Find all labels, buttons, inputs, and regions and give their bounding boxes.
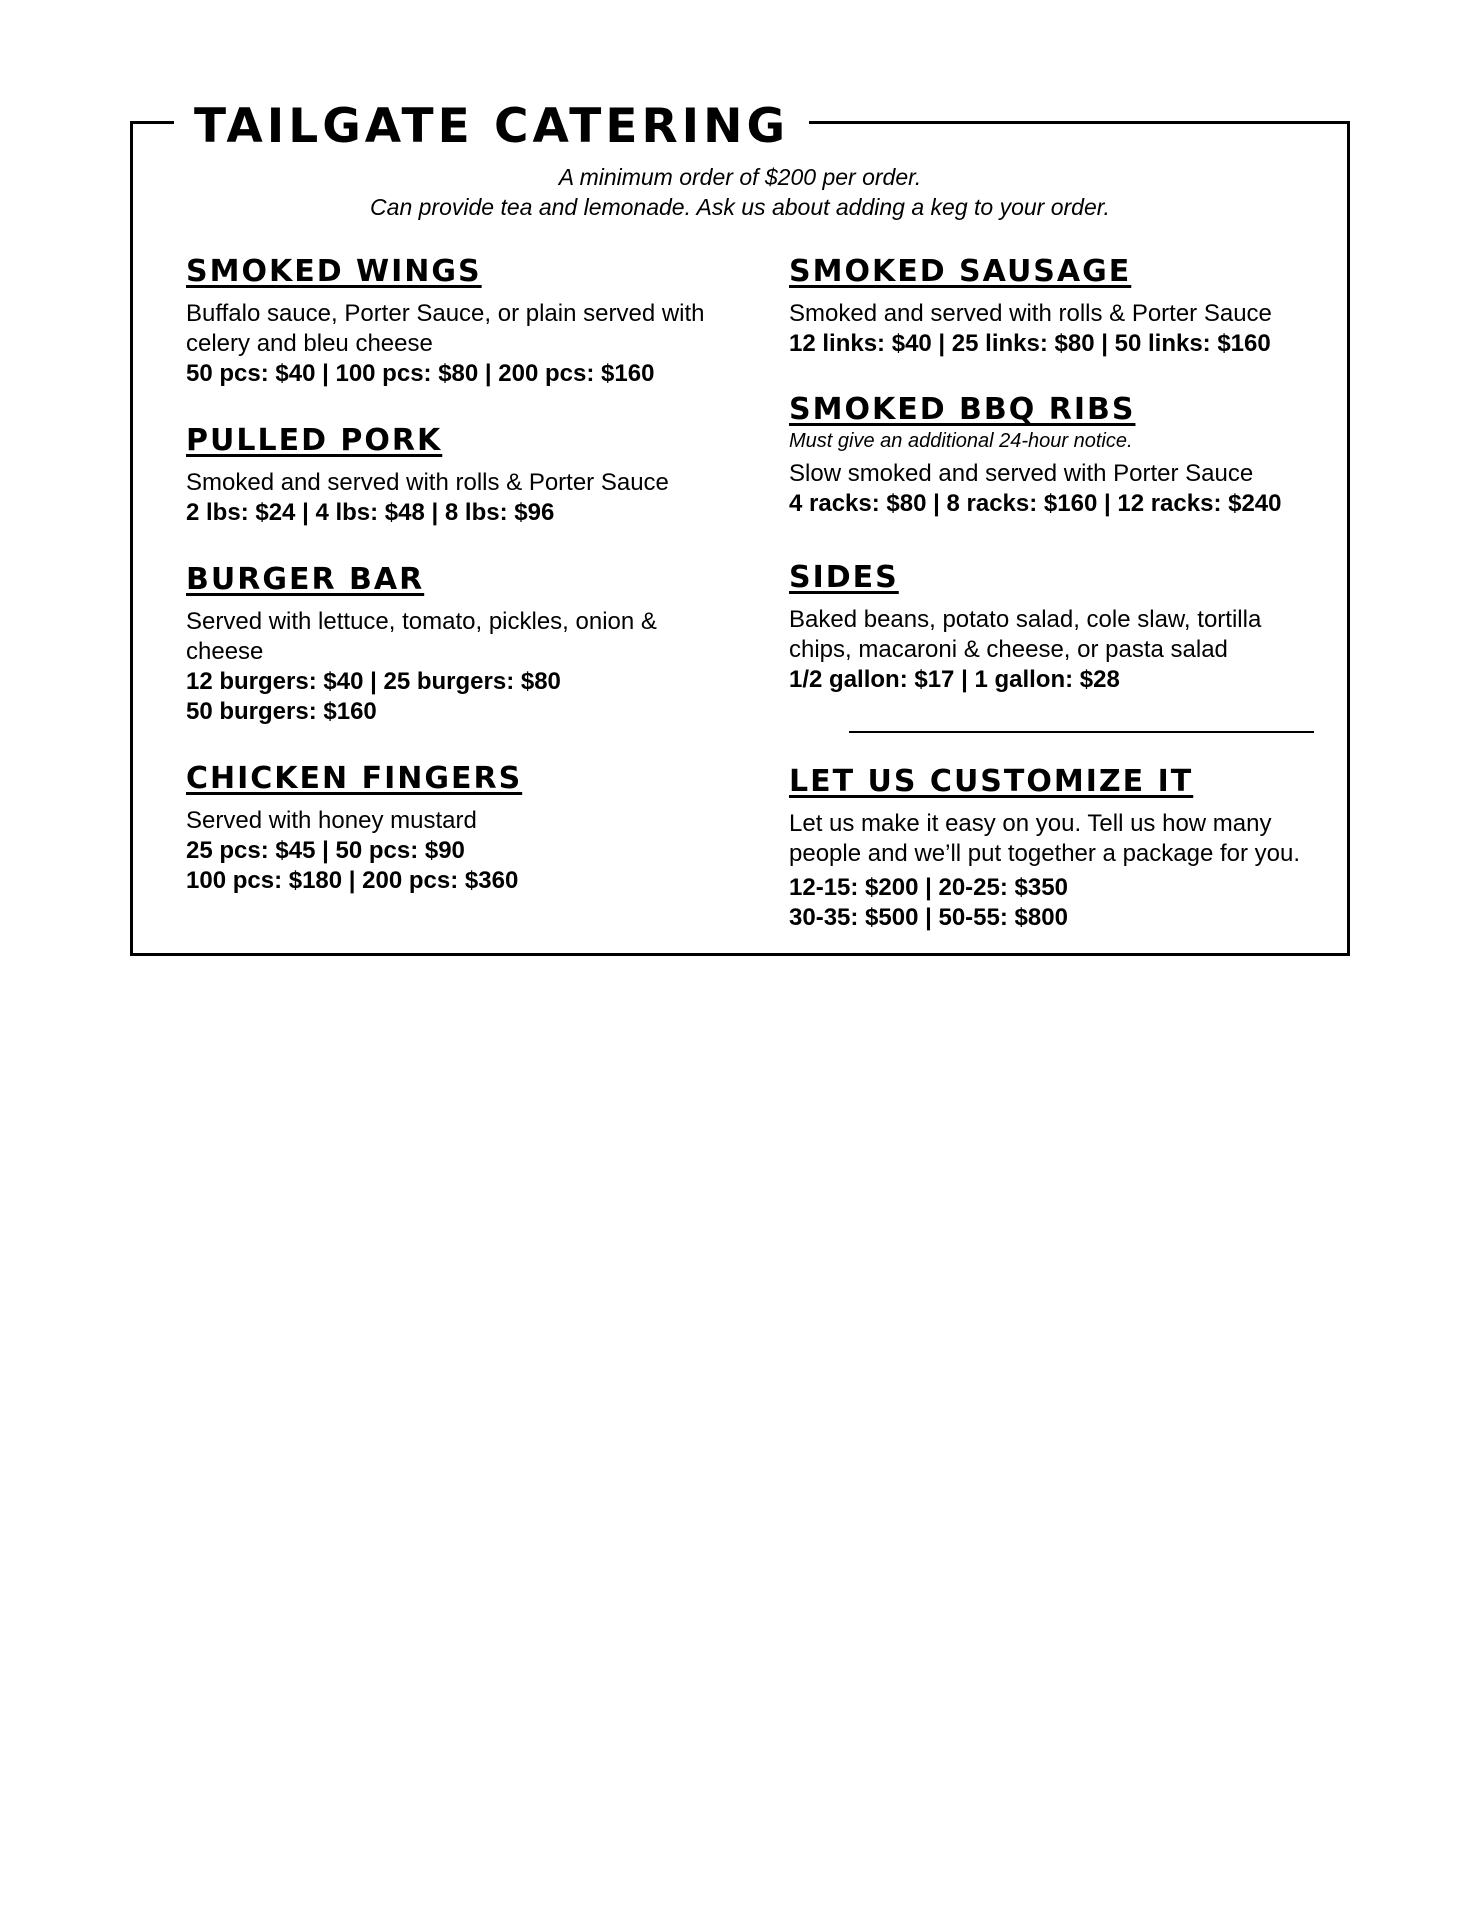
item-price: 12 burgers: $40 | 25 burgers: $80 [186, 668, 561, 695]
item-price: 1/2 gallon: $17 | 1 gallon: $28 [789, 666, 1120, 693]
item-title: SMOKED WINGS [186, 254, 482, 289]
item-title: PULLED PORK [186, 423, 443, 458]
page-title: TAILGATE CATERING [174, 96, 809, 158]
menu-item-burger-bar [186, 563, 726, 727]
item-title: BURGER BAR [186, 562, 425, 597]
item-title: SIDES [789, 560, 899, 595]
intro-drinks-note: Can provide tea and lemonade. Ask us about adding a keg to your order. [370, 194, 1110, 220]
menu-item-smoked-bbq-ribs [789, 393, 1329, 519]
item-description: Smoked and served with rolls & Porter Sauce [789, 300, 1272, 327]
intro-minimum-order: A minimum order of $200 per order. [558, 164, 922, 190]
item-price: 4 racks: $80 | 8 racks: $160 | 12 racks: $240 [789, 490, 1282, 517]
item-price: 25 pcs: $45 | 50 pcs: $90 [186, 837, 465, 864]
item-price: 50 burgers: $160 [186, 698, 377, 725]
item-description: Served with honey mustard [186, 807, 477, 834]
item-price: 2 lbs: $24 | 4 lbs: $48 | 8 lbs: $96 [186, 499, 555, 526]
menu-item-chicken-fingers [186, 762, 726, 896]
item-description: Let us make it easy on you. Tell us how many people and we’ll put together a package for you. [789, 810, 1301, 867]
item-price: 50 pcs: $40 | 100 pcs: $80 | 200 pcs: $160 [186, 360, 655, 387]
item-price: 30-35: $500 | 50-55: $800 [789, 904, 1068, 931]
item-title: SMOKED BBQ RIBS [789, 392, 1136, 427]
menu-item-customize [789, 765, 1329, 933]
menu-item-sides [789, 561, 1329, 695]
menu-item-smoked-wings [186, 255, 726, 389]
intro [130, 162, 1350, 222]
item-description: Baked beans, potato salad, cole slaw, tortilla chips, macaroni & cheese, or pasta salad [789, 606, 1262, 663]
section-divider [849, 731, 1314, 733]
item-description: Served with lettuce, tomato, pickles, onion & cheese [186, 608, 657, 665]
item-notice: Must give an additional 24-hour notice. [789, 430, 1133, 452]
item-price: 12 links: $40 | 25 links: $80 | 50 links: $160 [789, 330, 1271, 357]
item-description: Smoked and served with rolls & Porter Sauce [186, 469, 669, 496]
item-title: LET US CUSTOMIZE IT [789, 764, 1194, 799]
item-title: CHICKEN FINGERS [186, 761, 523, 796]
menu-item-smoked-sausage [789, 255, 1329, 359]
item-description: Buffalo sauce, Porter Sauce, or plain served with celery and bleu cheese [186, 300, 705, 357]
item-price: 12-15: $200 | 20-25: $350 [789, 874, 1068, 901]
item-price: 100 pcs: $180 | 200 pcs: $360 [186, 867, 519, 894]
item-description: Slow smoked and served with Porter Sauce [789, 460, 1254, 487]
item-title: SMOKED SAUSAGE [789, 254, 1132, 289]
menu-item-pulled-pork [186, 424, 726, 528]
